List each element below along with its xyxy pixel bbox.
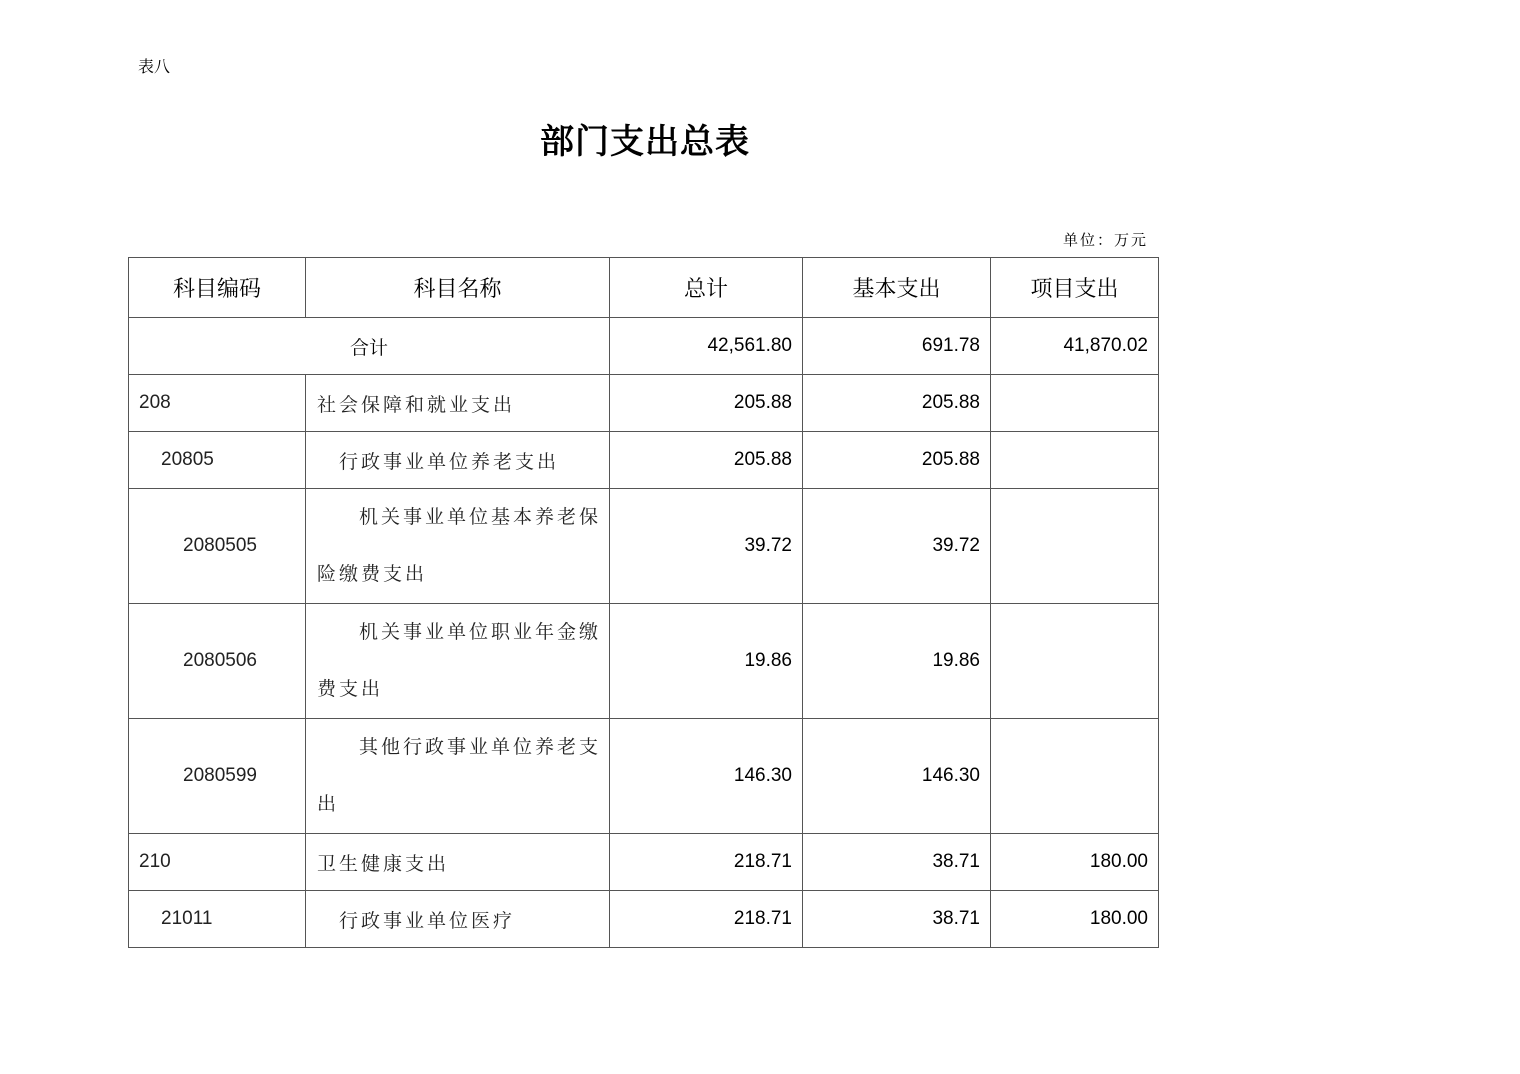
column-header-name: 科目名称 <box>306 258 610 318</box>
basic-cell: 38.71 <box>803 834 991 891</box>
total-cell: 42,561.80 <box>610 318 803 375</box>
table-row <box>129 604 1159 719</box>
column-header-total: 总计 <box>610 258 803 318</box>
project-cell <box>991 432 1159 489</box>
column-header-project: 项目支出 <box>991 258 1159 318</box>
table-row <box>129 375 1159 432</box>
name-cell: 机关事业单位职业年金缴费支出 <box>306 604 610 719</box>
project-cell: 180.00 <box>991 834 1159 891</box>
project-cell <box>991 604 1159 719</box>
name-cell: 社会保障和就业支出 <box>306 375 610 432</box>
page-title: 部门支出总表 <box>540 122 750 162</box>
column-header-code: 科目编码 <box>129 258 306 318</box>
name-cell: 行政事业单位医疗 <box>306 891 610 948</box>
table-row <box>129 432 1159 489</box>
total-cell: 218.71 <box>610 891 803 948</box>
name-cell: 卫生健康支出 <box>306 834 610 891</box>
basic-cell: 39.72 <box>803 489 991 604</box>
basic-cell: 146.30 <box>803 719 991 834</box>
total-row <box>129 318 1159 375</box>
name-cell: 机关事业单位基本养老保险缴费支出 <box>306 489 610 604</box>
unit-label: 单位：万元 <box>1062 231 1148 249</box>
total-label: 合计 <box>129 318 610 375</box>
total-cell: 39.72 <box>610 489 803 604</box>
table-row <box>129 834 1159 891</box>
project-cell <box>991 719 1159 834</box>
basic-cell: 205.88 <box>803 375 991 432</box>
code-cell: 2080506 <box>129 604 306 719</box>
total-cell: 205.88 <box>610 432 803 489</box>
total-cell: 146.30 <box>610 719 803 834</box>
table-row <box>129 891 1159 948</box>
code-cell: 2080599 <box>129 719 306 834</box>
column-header-basic: 基本支出 <box>803 258 991 318</box>
expenditure-table <box>128 257 1159 948</box>
total-cell: 19.86 <box>610 604 803 719</box>
project-cell: 41,870.02 <box>991 318 1159 375</box>
total-cell: 205.88 <box>610 375 803 432</box>
project-cell <box>991 489 1159 604</box>
basic-cell: 19.86 <box>803 604 991 719</box>
table-row <box>129 489 1159 604</box>
name-cell: 行政事业单位养老支出 <box>306 432 610 489</box>
header-row <box>129 258 1159 318</box>
code-cell: 2080505 <box>129 489 306 604</box>
code-cell: 21011 <box>129 891 306 948</box>
table-row <box>129 719 1159 834</box>
project-cell <box>991 375 1159 432</box>
project-cell: 180.00 <box>991 891 1159 948</box>
sheet-label: 表八 <box>138 57 171 76</box>
basic-cell: 205.88 <box>803 432 991 489</box>
code-cell: 210 <box>129 834 306 891</box>
name-cell: 其他行政事业单位养老支出 <box>306 719 610 834</box>
total-cell: 218.71 <box>610 834 803 891</box>
basic-cell: 691.78 <box>803 318 991 375</box>
code-cell: 20805 <box>129 432 306 489</box>
code-cell: 208 <box>129 375 306 432</box>
basic-cell: 38.71 <box>803 891 991 948</box>
